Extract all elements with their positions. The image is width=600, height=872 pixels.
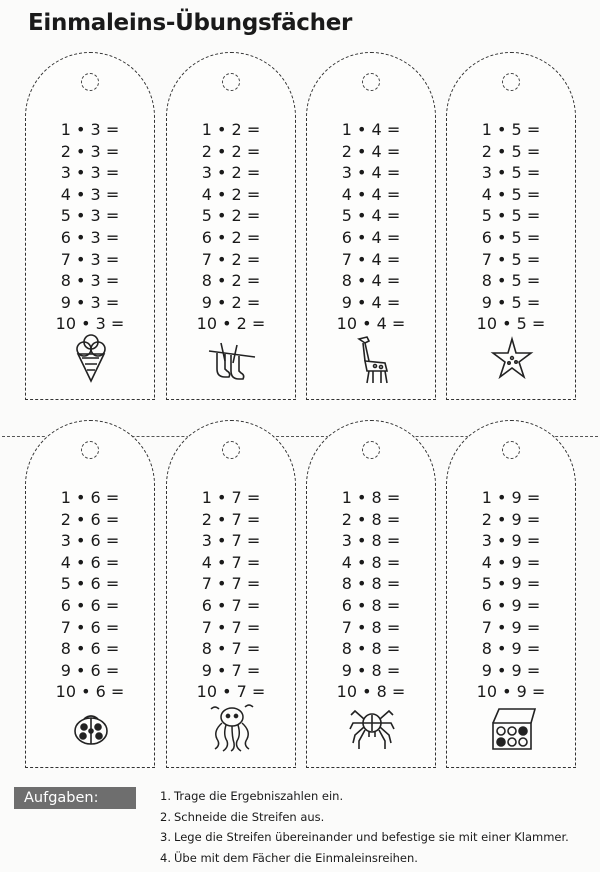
equation: 1 • 4 = [341, 120, 401, 139]
equation: 8 • 8 = [341, 639, 401, 659]
equation: 4 • 4 = [341, 184, 401, 204]
equation: 3 • 2 = [201, 163, 261, 183]
equation: 7 • 5 = [481, 249, 541, 269]
equation-list [167, 487, 295, 703]
equation: 2 • 6 = [60, 509, 120, 529]
equation: 10 • 2 = [196, 314, 266, 334]
equation: 2 • 5 = [481, 141, 541, 161]
task-item [160, 786, 569, 807]
equation: 8 • 5 = [481, 271, 541, 291]
equation-list [447, 487, 575, 703]
strip-times-7 [166, 420, 296, 768]
equation: 9 • 5 = [481, 292, 541, 312]
equation: 3 • 4 = [341, 163, 401, 183]
equation: 9 • 3 = [60, 292, 120, 312]
equation: 9 • 4 = [341, 292, 401, 312]
socks-icon [207, 333, 257, 385]
egg-carton-icon [487, 701, 537, 753]
task-item [160, 848, 569, 869]
equation: 5 • 4 = [341, 206, 401, 226]
equation: 7 • 2 = [201, 249, 261, 269]
spider-icon [347, 701, 397, 753]
equation: 5 • 5 = [481, 206, 541, 226]
equation: 5 • 6 = [60, 574, 120, 594]
punch-hole [502, 441, 520, 459]
task-number: 3. [160, 830, 171, 844]
equation: 10 • 3 = [55, 314, 125, 334]
equation-list [307, 487, 435, 703]
equation: 3 • 3 = [60, 163, 120, 183]
equation: 6 • 3 = [60, 227, 120, 247]
equation: 2 • 2 = [201, 141, 261, 161]
equation: 9 • 2 = [201, 292, 261, 312]
task-item [160, 807, 569, 828]
equation: 3 • 9 = [481, 531, 541, 551]
task-item [160, 827, 569, 848]
strip-times-3 [25, 52, 155, 400]
equation-list [167, 119, 295, 335]
equation: 9 • 9 = [481, 660, 541, 680]
equation: 4 • 2 = [201, 184, 261, 204]
equation: 8 • 3 = [60, 271, 120, 291]
equation: 6 • 8 = [341, 595, 401, 615]
punch-hole [81, 441, 99, 459]
equation: 1 • 8 = [341, 488, 401, 507]
equation: 5 • 2 = [201, 206, 261, 226]
equation: 8 • 7 = [201, 639, 261, 659]
starfish-icon [487, 333, 537, 385]
strip-times-8 [306, 420, 436, 768]
strip-times-2 [166, 52, 296, 400]
equation: 4 • 3 = [60, 184, 120, 204]
equation: 6 • 7 = [201, 595, 261, 615]
equation: 3 • 5 = [481, 163, 541, 183]
equation: 6 • 2 = [201, 227, 261, 247]
page-title: Einmaleins-Übungsfächer [28, 10, 353, 36]
equation: 7 • 6 = [60, 617, 120, 637]
equation: 3 • 6 = [60, 531, 120, 551]
punch-hole [362, 73, 380, 91]
task-text: Übe mit dem Fächer die Einmaleinsreihen. [174, 850, 418, 865]
task-number: 2. [160, 809, 171, 824]
punch-hole [362, 441, 380, 459]
strip-times-5 [446, 52, 576, 400]
equation: 4 • 7 = [201, 552, 261, 572]
equation: 8 • 8 = [341, 574, 401, 594]
equation: 2 • 3 = [60, 141, 120, 161]
equation-list [447, 119, 575, 335]
equation: 2 • 8 = [341, 509, 401, 529]
task-list [160, 786, 569, 868]
equation: 8 • 2 = [201, 271, 261, 291]
punch-hole [502, 73, 520, 91]
equation: 7 • 3 = [60, 249, 120, 269]
strip-times-6 [25, 420, 155, 768]
equation: 5 • 9 = [481, 574, 541, 594]
equation: 3 • 8 = [341, 531, 401, 551]
equation: 6 • 5 = [481, 227, 541, 247]
equation: 9 • 6 = [60, 660, 120, 680]
ice-cream-icon [66, 333, 116, 385]
equation: 10 • 8 = [336, 682, 406, 702]
task-number: 4. [160, 850, 171, 865]
equation: 10 • 6 = [55, 682, 125, 702]
equation: 4 • 5 = [481, 184, 541, 204]
equation: 9 • 7 = [201, 660, 261, 680]
equation: 7 • 7 = [201, 574, 261, 594]
equation: 7 • 7 = [201, 617, 261, 637]
task-text: Trage die Ergebniszahlen ein. [174, 789, 344, 803]
equation: 10 • 7 = [196, 682, 266, 702]
equation: 1 • 9 = [481, 488, 541, 507]
equation-list [307, 119, 435, 335]
equation: 7 • 9 = [481, 617, 541, 637]
equation: 4 • 6 = [60, 552, 120, 572]
tasks-label: Aufgaben: [14, 787, 136, 809]
octopus-icon [207, 701, 257, 753]
ladybug-icon [66, 701, 116, 753]
strip-times-4 [306, 52, 436, 400]
equation-list [26, 487, 154, 703]
punch-hole [222, 441, 240, 459]
equation: 10 • 4 = [336, 314, 406, 334]
equation: 1 • 3 = [60, 120, 120, 139]
equation: 8 • 4 = [341, 271, 401, 291]
equation: 1 • 5 = [481, 120, 541, 139]
equation: 1 • 7 = [201, 488, 261, 507]
equation: 3 • 7 = [201, 531, 261, 551]
equation: 4 • 9 = [481, 552, 541, 572]
equation: 10 • 5 = [476, 314, 546, 334]
equation: 6 • 4 = [341, 227, 401, 247]
task-number: 1. [160, 789, 171, 803]
punch-hole [222, 73, 240, 91]
equation: 1 • 6 = [60, 488, 120, 507]
equation: 9 • 8 = [341, 660, 401, 680]
equation: 8 • 6 = [60, 639, 120, 659]
task-text: Lege die Streifen übereinander und befestige sie mit einer Klammer. [174, 830, 569, 844]
equation: 2 • 4 = [341, 141, 401, 161]
equation: 10 • 9 = [476, 682, 546, 702]
strip-times-9 [446, 420, 576, 768]
giraffe-icon [347, 333, 397, 385]
equation: 2 • 7 = [201, 509, 261, 529]
punch-hole [81, 73, 99, 91]
equation: 2 • 9 = [481, 509, 541, 529]
equation: 1 • 2 = [201, 120, 261, 139]
equation: 6 • 6 = [60, 595, 120, 615]
equation: 8 • 9 = [481, 639, 541, 659]
equation-list [26, 119, 154, 335]
equation: 7 • 8 = [341, 617, 401, 637]
equation: 7 • 4 = [341, 249, 401, 269]
equation: 5 • 3 = [60, 206, 120, 226]
equation: 6 • 9 = [481, 595, 541, 615]
task-text: Schneide die Streifen aus. [174, 809, 325, 824]
equation: 4 • 8 = [341, 552, 401, 572]
